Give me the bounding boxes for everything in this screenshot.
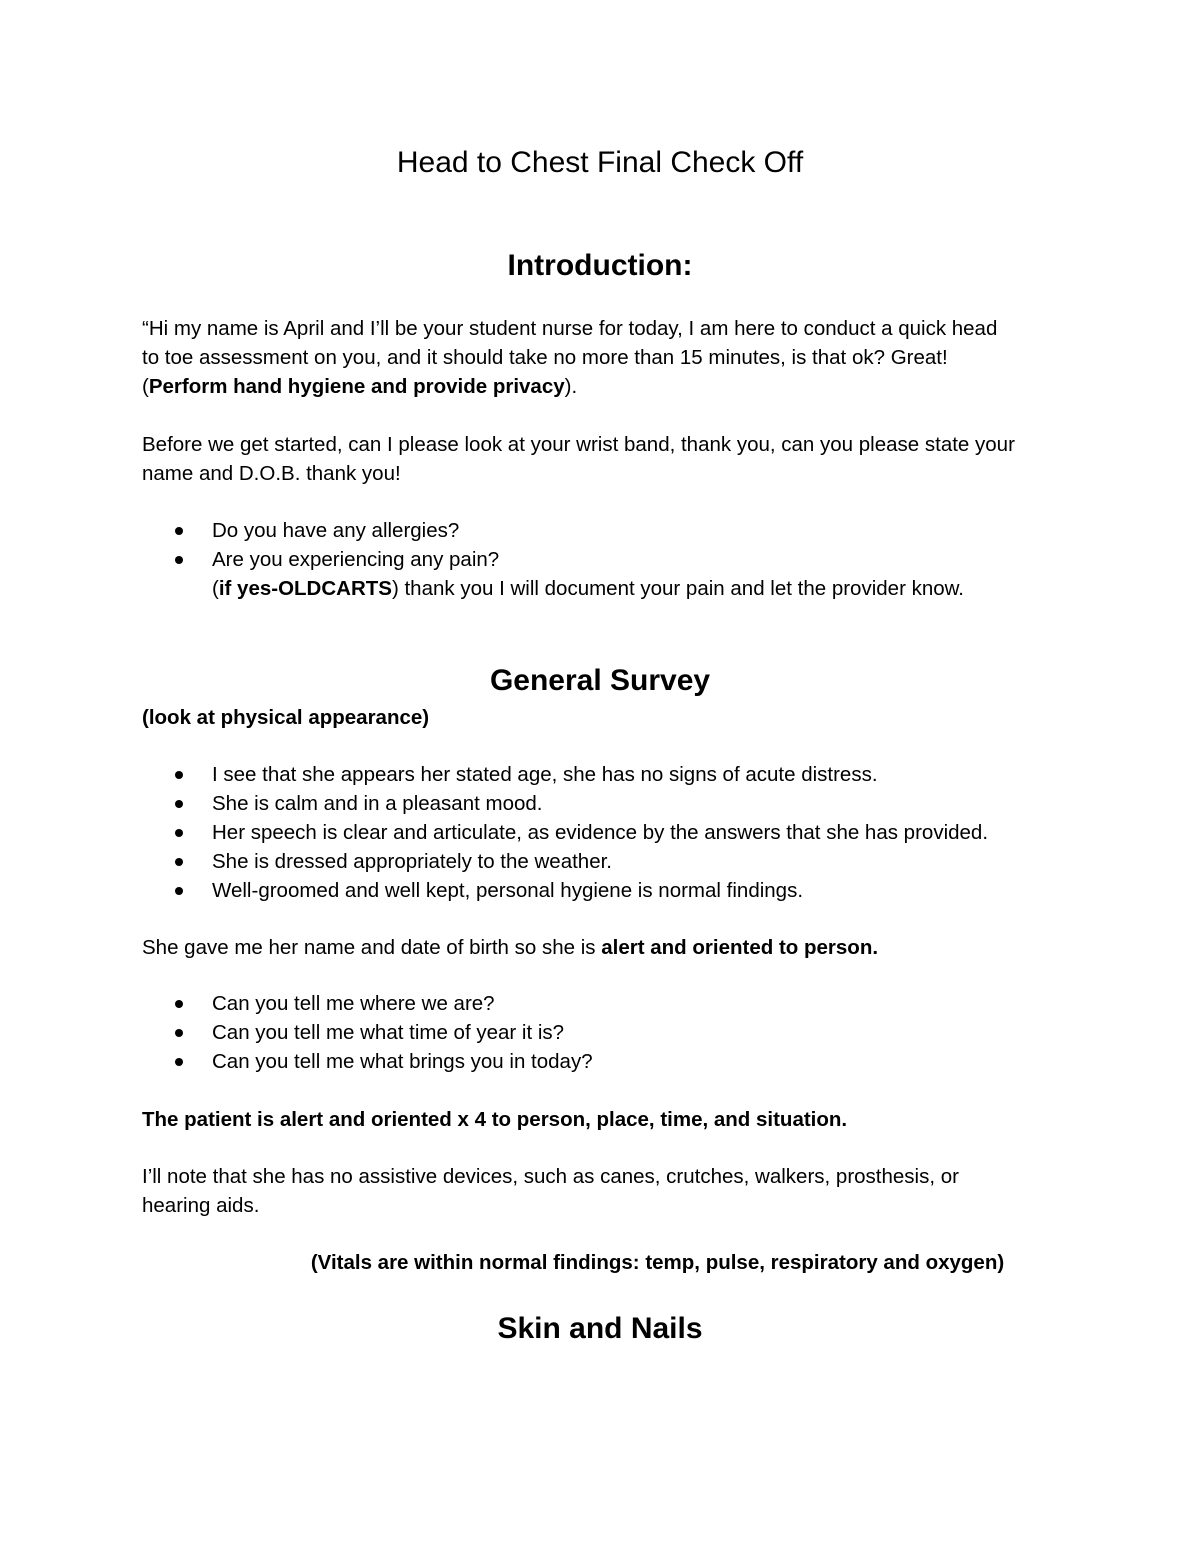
pain-open: ( (212, 577, 219, 600)
devices-line-1: I’ll note that she has no assistive devices, such as canes, crutches, walkers, prosthesis, or (142, 1165, 959, 1188)
pain-rest: ) thank you I will document your pain and let the provider know. (391, 577, 965, 600)
skin-and-nails-heading: Skin and Nails (497, 1312, 703, 1345)
introduction-paragraph (142, 314, 1072, 401)
oriented-emphasis: alert and oriented to person. (601, 936, 879, 959)
bullet-icon (175, 829, 183, 837)
list-item: She is calm and in a pleasant mood. (142, 789, 1072, 818)
vitals-note: (Vitals are within normal findings: temp, pulse, respiratory and oxygen) (310, 1251, 1005, 1274)
devices-line-2: hearing aids. (142, 1194, 260, 1217)
bullet-icon (175, 1000, 183, 1008)
list-item: Can you tell me where we are? (142, 989, 1072, 1018)
intro-question-list (142, 516, 1072, 603)
bullet-icon (175, 1029, 183, 1037)
oriented-x4-statement: The patient is alert and oriented x 4 to person, place, time, and situation. (142, 1108, 848, 1131)
general-survey-subheading: (look at physical appearance) (142, 706, 430, 729)
hygiene-instruction: Perform hand hygiene and provide privacy (148, 375, 565, 398)
list-item: Do you have any allergies? (142, 516, 1072, 545)
bullet-icon (175, 887, 183, 895)
bullet-icon (175, 527, 183, 535)
introduction-heading: Introduction: (507, 249, 693, 282)
oriented-text: She gave me her name and date of birth so she is (142, 936, 602, 959)
assistive-devices-paragraph (142, 1162, 1072, 1220)
list-item: Can you tell me what brings you in today? (142, 1047, 1072, 1076)
bullet-icon (175, 858, 183, 866)
orientation-question-list (142, 989, 1072, 1076)
page-title: Head to Chest Final Check Off (396, 146, 804, 179)
list-item: She is dressed appropriately to the weather. (142, 847, 1072, 876)
observation-list (142, 760, 1072, 905)
pain-instruction: if yes-OLDCARTS (218, 577, 392, 600)
list-item: I see that she appears her stated age, she has no signs of acute distress. (142, 760, 1072, 789)
general-survey-heading: General Survey (489, 664, 711, 697)
greeting-line-1: “Hi my name is April and I’ll be your student nurse for today, I am here to conduct a quick head (142, 317, 998, 340)
wristband-line-2: name and D.O.B. thank you! (142, 462, 401, 485)
bullet-icon (175, 1058, 183, 1066)
hygiene-close: ). (564, 375, 578, 398)
hygiene-open: ( (142, 375, 149, 398)
oriented-paragraph (142, 933, 1072, 962)
list-item: Well-groomed and well kept, personal hygiene is normal findings. (142, 876, 1072, 905)
bullet-icon (175, 800, 183, 808)
wristband-paragraph (142, 430, 1072, 488)
wristband-line-1: Before we get started, can I please look at your wrist band, thank you, can you please state your (142, 433, 1015, 456)
list-item (142, 574, 1072, 603)
greeting-line-2: to toe assessment on you, and it should take no more than 15 minutes, is that ok? Great! (142, 346, 948, 369)
bullet-icon (175, 771, 183, 779)
list-item: Are you experiencing any pain? (142, 545, 1072, 574)
list-item: Can you tell me what time of year it is? (142, 1018, 1072, 1047)
hygiene-line (142, 372, 1072, 401)
bullet-icon (175, 556, 183, 564)
list-item: Her speech is clear and articulate, as evidence by the answers that she has provided. (142, 818, 1072, 847)
